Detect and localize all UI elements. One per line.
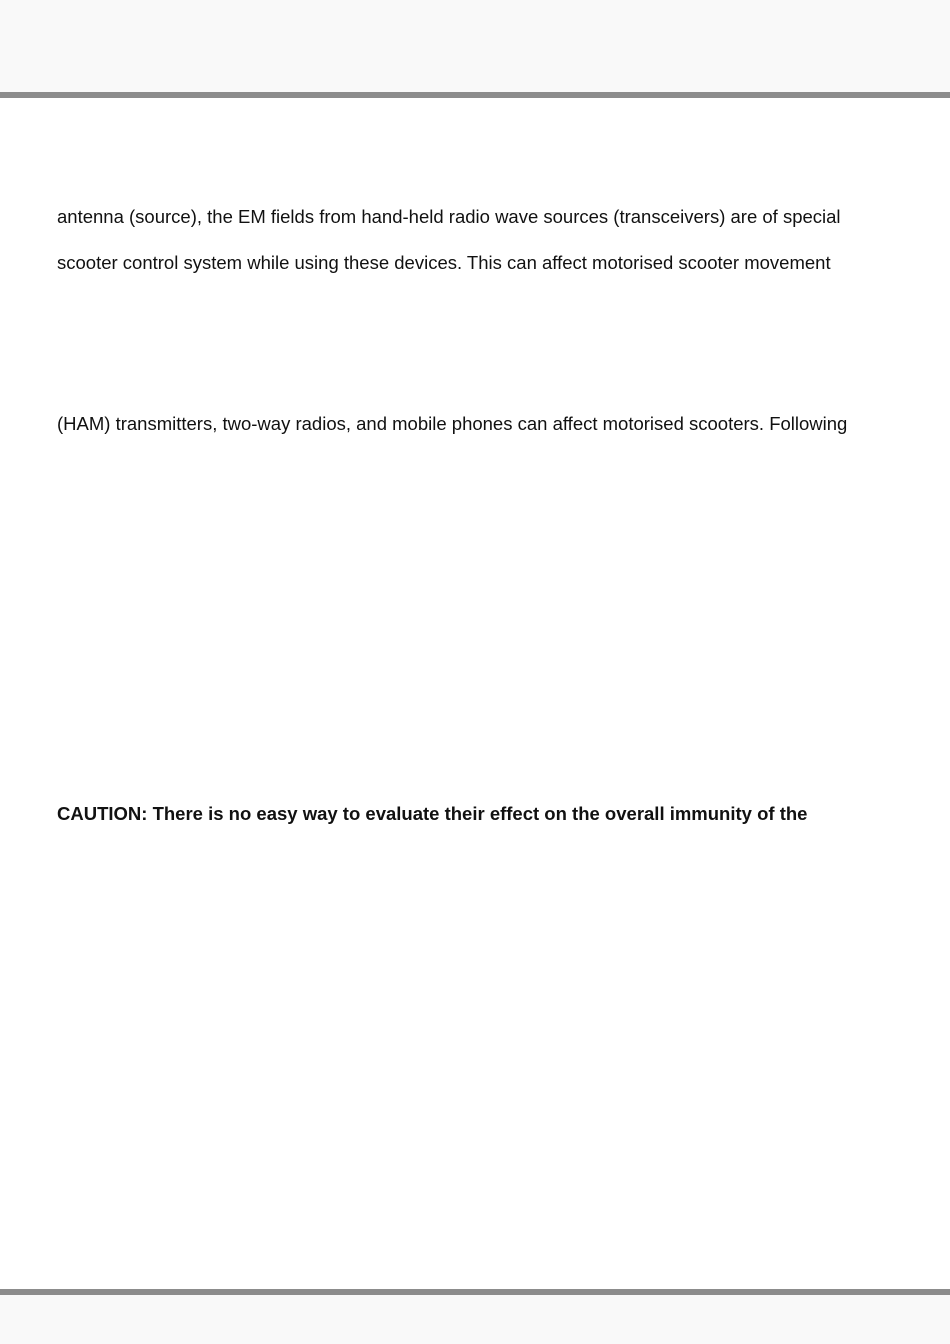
caution-text: CAUTION: There is no easy way to evaluate their effect on the overall immunity of the bbox=[57, 803, 808, 824]
header-divider bbox=[0, 92, 950, 98]
body-text-line: scooter control system while using these devices. This can affect motorised scooter movement bbox=[57, 252, 831, 273]
body-text-line: antenna (source), the EM fields from hand-held radio wave sources (transceivers) are of special bbox=[57, 206, 841, 227]
page-header-band bbox=[0, 0, 950, 92]
page-footer-band bbox=[0, 1295, 950, 1344]
body-text-line: (HAM) transmitters, two-way radios, and mobile phones can affect motorised scooters. Following bbox=[57, 413, 848, 434]
